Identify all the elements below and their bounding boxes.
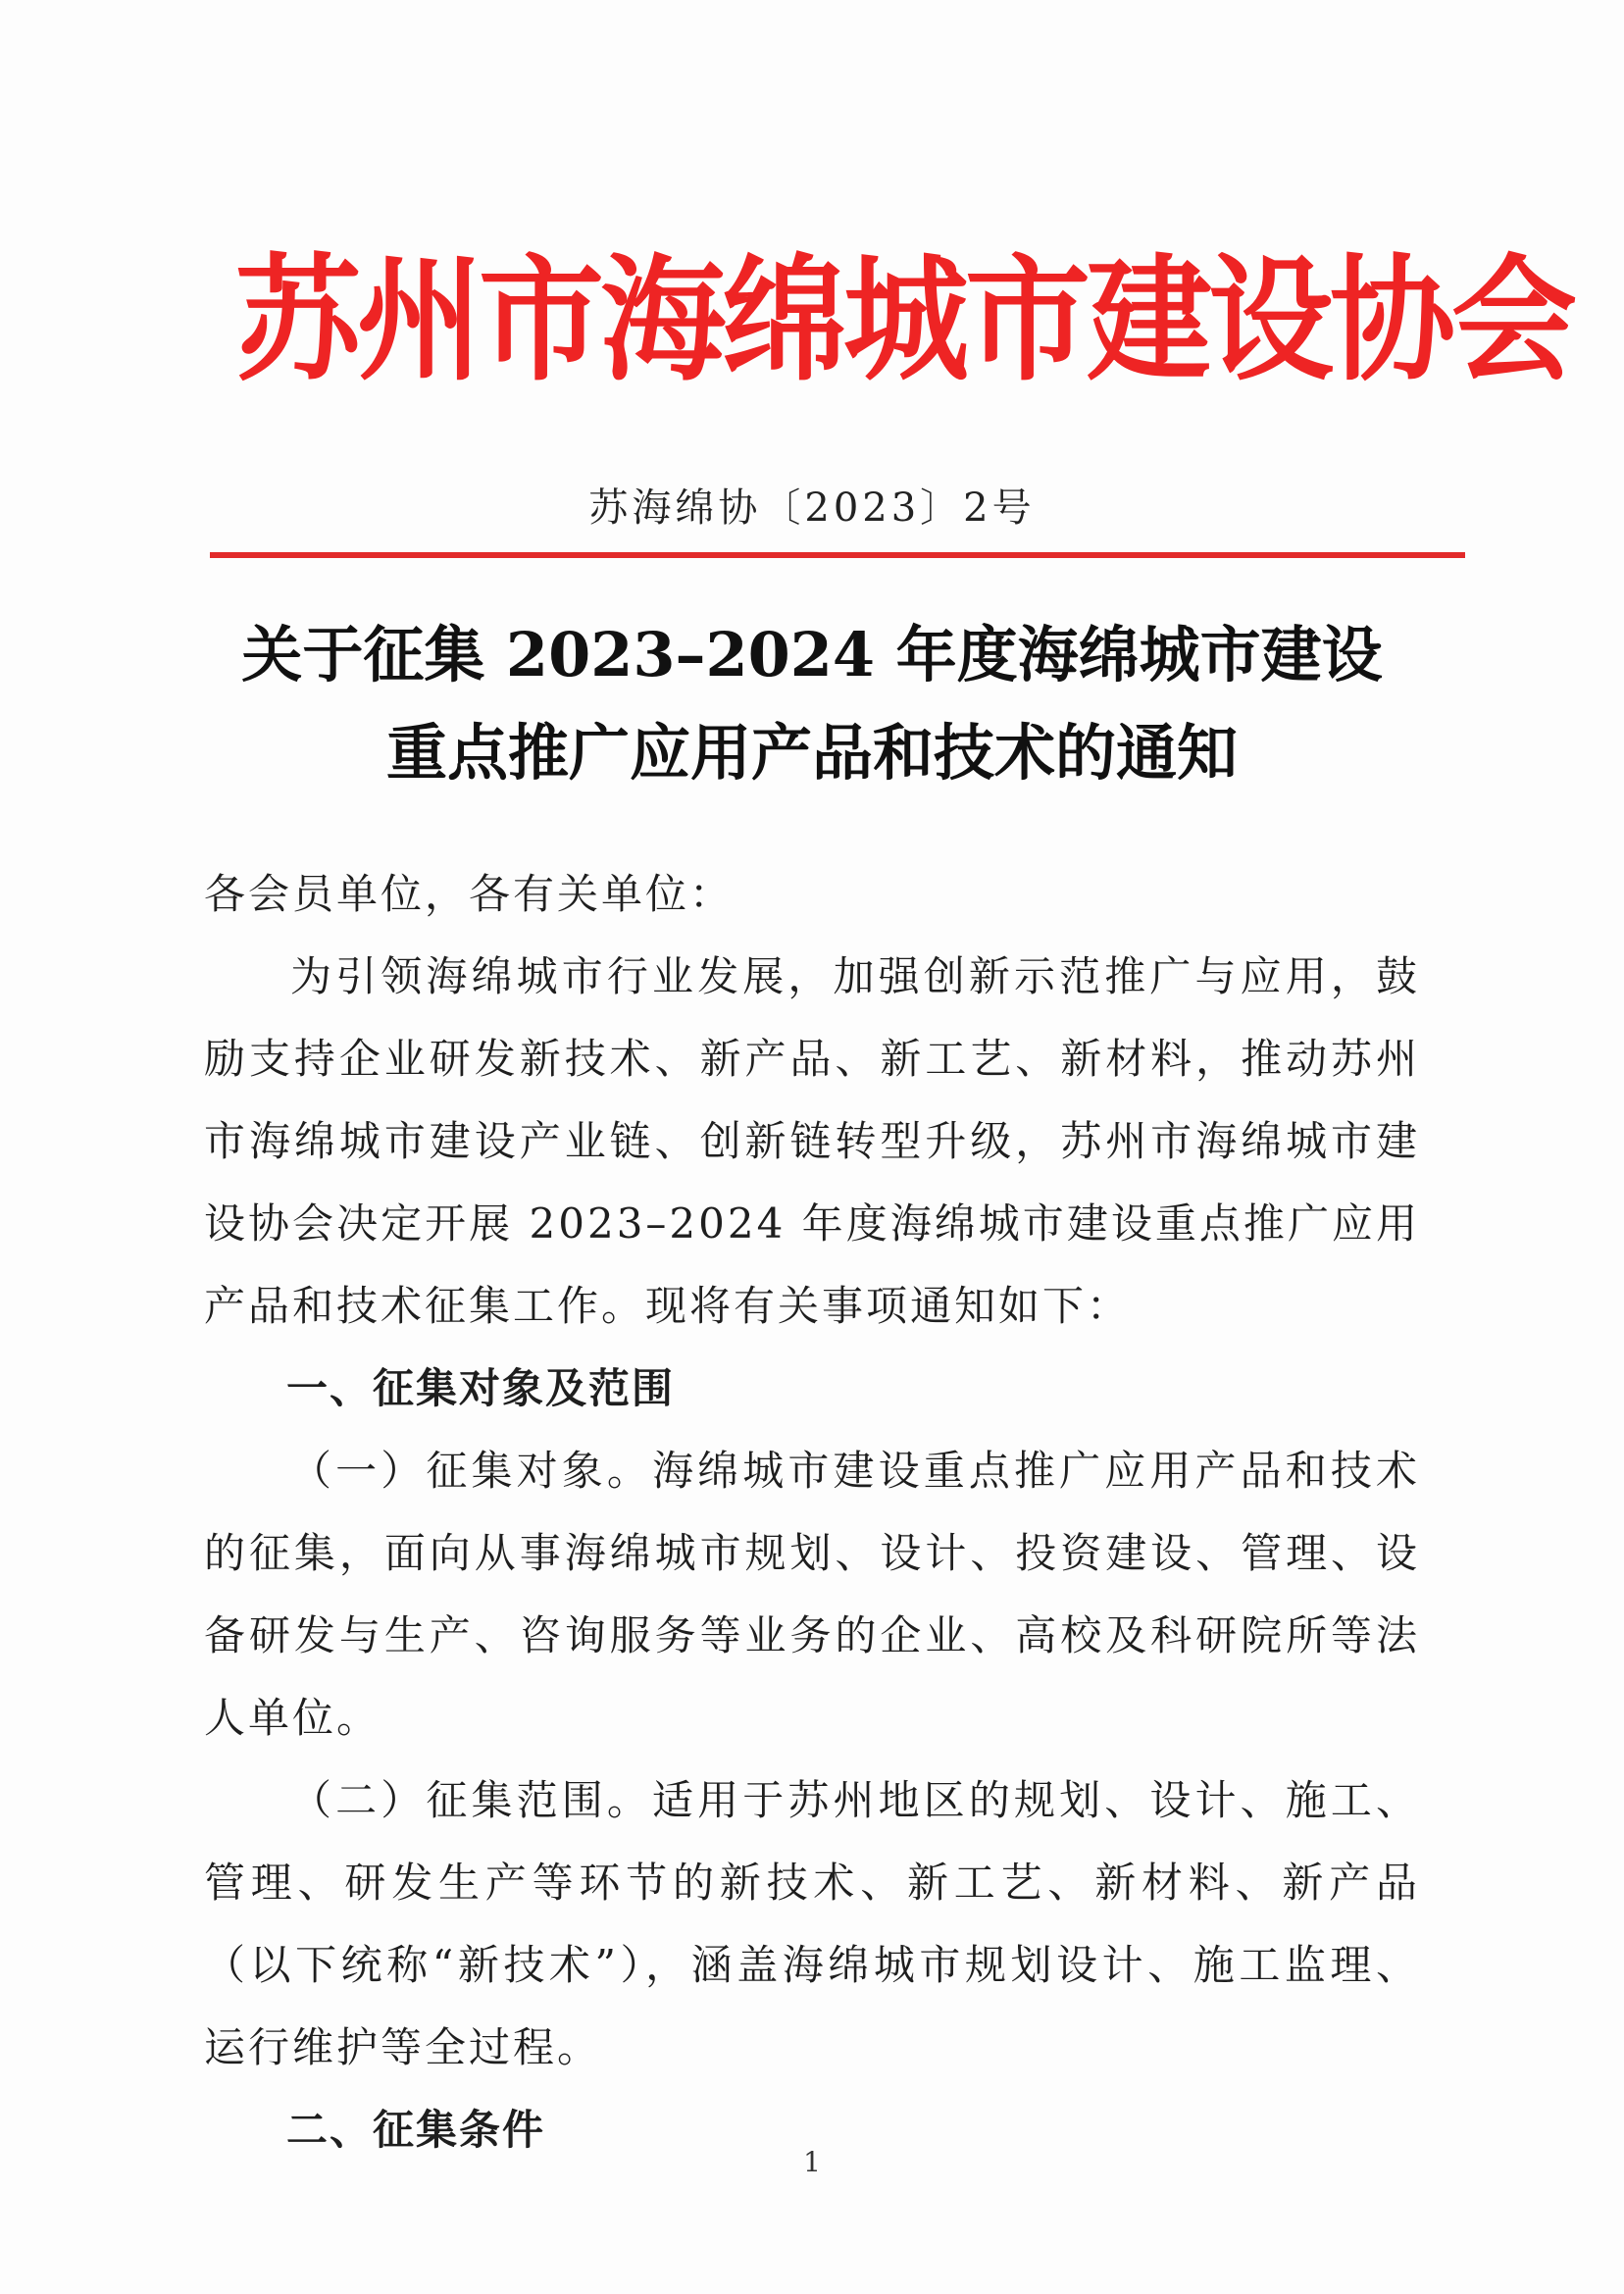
notice-title-line-1: 关于征集 2023–2024 年度海绵城市建设 <box>241 619 1383 690</box>
red-divider-line <box>210 552 1465 558</box>
intro-paragraph: 为引领海绵城市行业发展，加强创新示范推广与应用，鼓励支持企业研发新技术、新产品、新工艺、新材料，推动苏州市海绵城市建设产业链、创新链转型升级，苏州市海绵城市建设协会决定开展 2023–2024 年度海绵城市建设重点推广应用产品和技术征集工作。现将有关事项通知如下： <box>204 952 1420 1330</box>
organization-letterhead: 苏州市海绵城市建设协会 <box>235 242 1574 400</box>
section-2-heading: 二、征集条件 <box>286 2106 546 2154</box>
section-1-item-2: （二）征集范围。适用于苏州地区的规划、设计、施工、管理、研发生产等环节的新技术、新工艺、新材料、新产品（以下统称“新技术”），涵盖海绵城市规划设计、施工监理、运行维护等全过程。 <box>204 1776 1420 2071</box>
notice-title <box>0 606 1624 802</box>
notice-title-line-2: 重点推广应用产品和技术的通知 <box>385 717 1238 789</box>
document-number: 苏海绵协〔2023〕2号 <box>588 485 1036 531</box>
page-number: 1 <box>803 2146 821 2178</box>
notice-body <box>204 853 1420 2171</box>
salutation: 各会员单位，各有关单位： <box>204 870 735 918</box>
section-1-item-1: （一）征集对象。海绵城市建设重点推广应用产品和技术的征集，面向从事海绵城市规划、设计、投资建设、管理、设备研发与生产、咨询服务等业务的企业、高校及科研院所等法人单位。 <box>204 1447 1420 1742</box>
section-1-heading: 一、征集对象及范围 <box>286 1364 676 1412</box>
